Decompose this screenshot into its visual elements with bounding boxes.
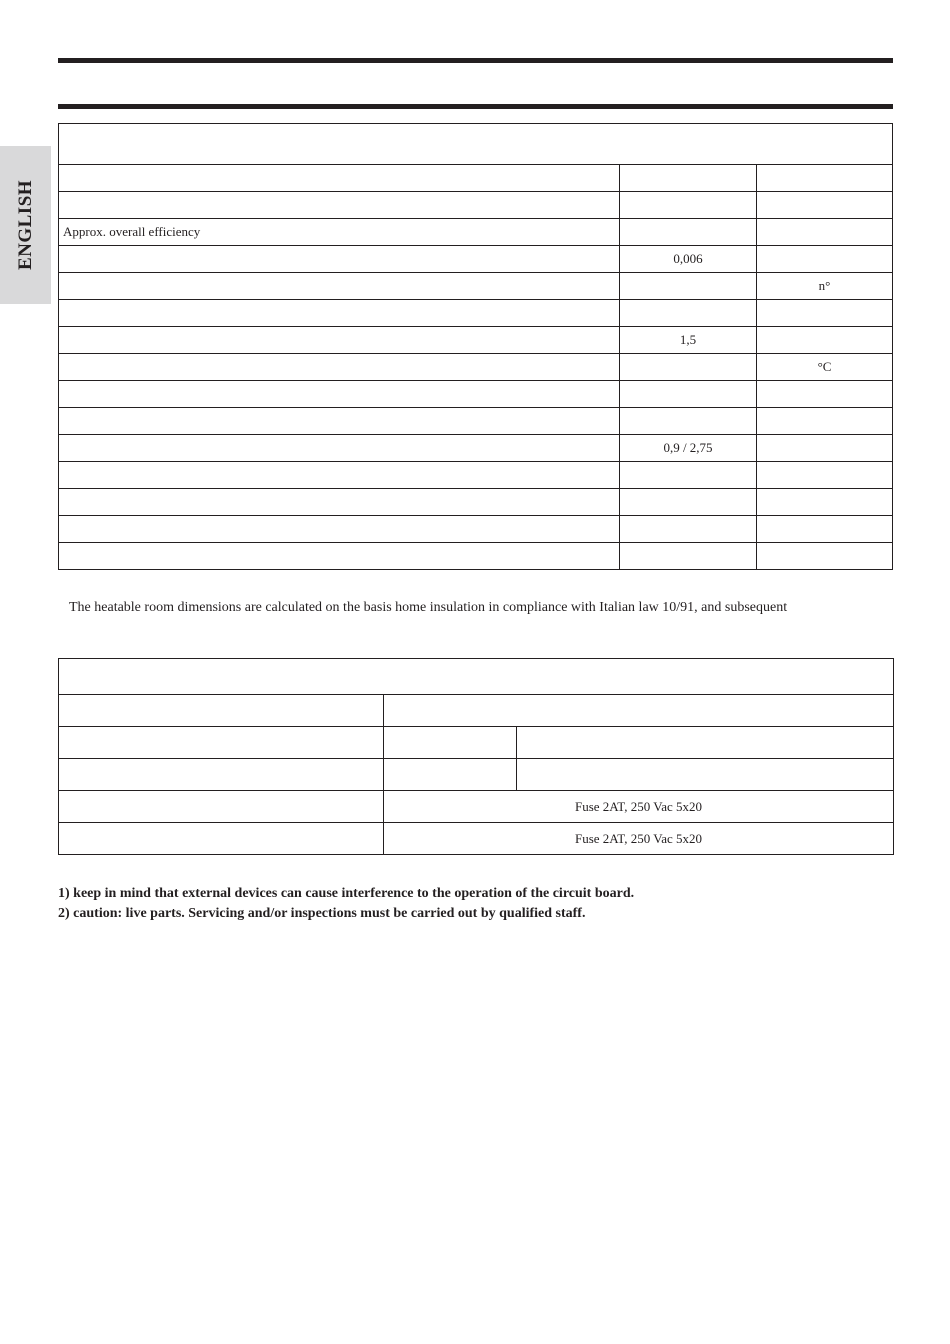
language-tab-label: ENGLISH: [14, 179, 36, 271]
table-cell: [384, 759, 517, 791]
row-label-cell: [59, 300, 620, 327]
table-row: [59, 273, 893, 300]
row-value-cell: [620, 543, 757, 570]
row-label-cell: [59, 462, 620, 489]
row-value-cell: [620, 354, 757, 381]
table-row: [59, 246, 893, 273]
row-value-cell: [620, 192, 757, 219]
footnote-1: 1) keep in mind that external devices can cause interference to the operation of the circuit board.: [58, 886, 635, 901]
row-label-cell: [59, 273, 620, 300]
table-header-cell: [59, 659, 894, 695]
row-value-cell: 1,5: [620, 327, 757, 354]
table-cell: [59, 695, 384, 727]
row-unit-cell: [757, 543, 893, 570]
table-row: [59, 435, 893, 462]
table-row: [59, 219, 893, 246]
row-value-cell: 0,9 / 2,75: [620, 435, 757, 462]
table-header-row: [59, 124, 893, 165]
table-row: [59, 791, 894, 823]
footnote-2: 2) caution: live parts. Servicing and/or inspections must be carried out by qualified staff.: [58, 906, 586, 921]
row-unit-cell: [757, 381, 893, 408]
row-value-cell: [620, 300, 757, 327]
electrical-data-table: [58, 658, 894, 855]
fuse-value-1: Fuse 2AT, 250 Vac 5x20: [384, 791, 894, 823]
row-label-cell: [59, 246, 620, 273]
table-cell: [59, 823, 384, 855]
row-unit-cell: [757, 408, 893, 435]
row-unit-cell: [757, 192, 893, 219]
table-cell: [59, 727, 384, 759]
table-row: [59, 462, 893, 489]
row-value-cell: [620, 516, 757, 543]
table-cell: [59, 759, 384, 791]
row-label-cell: [59, 165, 620, 192]
row-unit-cell: [757, 462, 893, 489]
table-row: [59, 489, 893, 516]
row-unit-cell: n°: [757, 273, 893, 300]
row-unit-cell: [757, 489, 893, 516]
row-label-cell: [59, 516, 620, 543]
language-tab: [0, 146, 51, 304]
row-value-cell: [620, 408, 757, 435]
row-value-cell: [620, 489, 757, 516]
table-cell: [384, 695, 894, 727]
table-row: [59, 408, 893, 435]
row-unit-cell: [757, 246, 893, 273]
table-row: [59, 300, 893, 327]
table-cell: [517, 727, 894, 759]
row-unit-cell: [757, 300, 893, 327]
row-label-cell: [59, 192, 620, 219]
row-unit-cell: [757, 516, 893, 543]
row-value-cell: 0,006: [620, 246, 757, 273]
top-rule: [58, 58, 893, 63]
row-unit-cell: [757, 327, 893, 354]
table-header-row: [59, 659, 894, 695]
row-value-cell: [620, 462, 757, 489]
table-row: [59, 727, 894, 759]
row-label-cell: [59, 381, 620, 408]
table-row: [59, 823, 894, 855]
table-row: [59, 165, 893, 192]
row-unit-cell: [757, 219, 893, 246]
row-label-cell: [59, 489, 620, 516]
row-label-cell: [59, 354, 620, 381]
table-row: [59, 327, 893, 354]
row-label-cell: [59, 543, 620, 570]
technical-data-table: [58, 123, 893, 570]
footnotes: [58, 884, 634, 924]
row-value-cell: [620, 273, 757, 300]
table-row: [59, 543, 893, 570]
row-label-cell: [59, 327, 620, 354]
row-unit-cell: [757, 435, 893, 462]
room-dimensions-note: The heatable room dimensions are calculated on the basis home insulation in compliance with Italian law 10/91, and subsequent: [69, 600, 788, 615]
row-value-cell: [620, 165, 757, 192]
table-row: [59, 192, 893, 219]
row-value-cell: [620, 219, 757, 246]
table-cell: [517, 759, 894, 791]
table-row: [59, 695, 894, 727]
table-row: [59, 516, 893, 543]
row-unit-cell: [757, 165, 893, 192]
header-rule: [58, 104, 893, 109]
row-label-cell: Approx. overall efficiency: [59, 219, 620, 246]
table-cell: [384, 727, 517, 759]
table-row: [59, 759, 894, 791]
row-label-cell: [59, 435, 620, 462]
table-row: [59, 381, 893, 408]
fuse-value-2: Fuse 2AT, 250 Vac 5x20: [384, 823, 894, 855]
row-value-cell: [620, 381, 757, 408]
table-row: [59, 354, 893, 381]
row-label-cell: [59, 408, 620, 435]
row-unit-cell: °C: [757, 354, 893, 381]
table-cell: [59, 791, 384, 823]
table-header-cell: [59, 124, 893, 165]
